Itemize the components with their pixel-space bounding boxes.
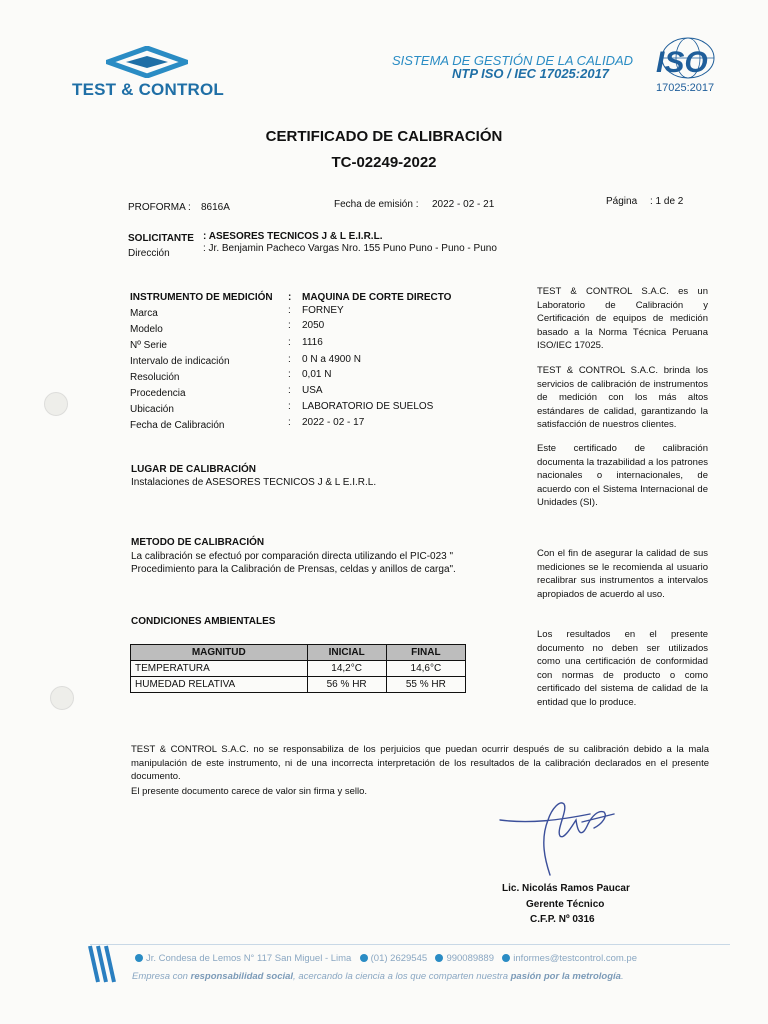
address-label: Dirección bbox=[128, 248, 170, 259]
footer-divider bbox=[90, 944, 730, 945]
quality-system-line2: NTP ISO / IEC 17025:2017 bbox=[452, 66, 610, 81]
applicant-value: : ASESORES TECNICOS J & L E.I.R.L. bbox=[203, 231, 383, 242]
slogan-part: Empresa con bbox=[132, 971, 191, 982]
handwritten-signature-icon bbox=[490, 790, 630, 880]
instrument-row-label: INSTRUMENTO DE MEDICIÓN bbox=[130, 292, 273, 303]
instrument-row-value: 2022 - 02 - 17 bbox=[302, 417, 365, 428]
applicant-label: SOLICITANTE bbox=[128, 233, 194, 244]
instrument-row-label: Modelo bbox=[130, 324, 163, 335]
instrument-row bbox=[130, 369, 530, 388]
page-value: : 1 de 2 bbox=[650, 196, 684, 207]
instrument-row-value: LABORATORIO DE SUELOS bbox=[302, 401, 434, 412]
slogan-emphasis: responsabilidad social bbox=[190, 971, 294, 982]
instrument-row-label: Nº Serie bbox=[130, 340, 167, 351]
binder-hole-top bbox=[44, 392, 68, 416]
table-row bbox=[131, 661, 466, 677]
page-label: Página bbox=[606, 196, 638, 207]
results-disclaimer-paragraph: Los resultados en el presente documento no deben ser utilizados como una certificación de conformidad con normas de producto o como certificado del sistema de calidad de la entidad que lo produce. bbox=[537, 629, 708, 708]
no-validity-notice: El presente documento carece de valor sin firma y sello. bbox=[131, 786, 368, 797]
environment-conditions-heading: CONDICIONES AMBIENTALES bbox=[131, 616, 276, 627]
instrument-row-value: USA bbox=[302, 385, 323, 396]
instrument-row-sep: : bbox=[288, 320, 291, 331]
footer-stripes-icon bbox=[88, 944, 118, 984]
instrument-row-value: 0 N a 4900 N bbox=[302, 354, 361, 365]
slogan-part: . bbox=[620, 971, 624, 982]
slogan-emphasis: pasión por la metrología bbox=[510, 971, 621, 982]
table-cell: TEMPERATURA bbox=[131, 661, 308, 677]
phone-icon bbox=[360, 954, 368, 962]
instrument-row-label: Marca bbox=[130, 308, 158, 319]
instrument-row bbox=[130, 305, 530, 324]
instrument-row-value: FORNEY bbox=[302, 305, 344, 316]
proforma-label: PROFORMA : bbox=[128, 202, 191, 213]
binder-hole-bottom bbox=[50, 686, 74, 710]
calibration-method-line1: La calibración se efectuó por comparación directa utilizando el PIC-023 " bbox=[131, 551, 454, 562]
location-icon bbox=[135, 954, 143, 962]
signer-role: Gerente Técnico bbox=[526, 899, 605, 910]
emission-date-value: 2022 - 02 - 21 bbox=[432, 199, 495, 210]
table-cell: 56 % HR bbox=[307, 677, 386, 693]
instrument-row-sep: : bbox=[288, 417, 291, 428]
instrument-row-sep: : bbox=[288, 305, 291, 316]
proforma-value: 8616A bbox=[201, 202, 230, 213]
instrument-row-value: 1116 bbox=[302, 337, 323, 348]
table-cell: 14,2°C bbox=[307, 661, 386, 677]
instrument-row-value: 0,01 N bbox=[302, 369, 332, 380]
address-value: : Jr. Benjamin Pacheco Vargas Nro. 155 Puno Puno - Puno - Puno bbox=[203, 243, 497, 254]
calibration-place-text: Instalaciones de ASESORES TECNICOS J & L E.I.R.L. bbox=[131, 477, 377, 488]
instrument-row bbox=[130, 320, 530, 340]
instrument-row-label: Procedencia bbox=[130, 388, 186, 399]
slogan-part: , acercando la ciencia a los que comparten nuestra bbox=[293, 971, 511, 982]
instrument-row-sep: : bbox=[288, 337, 291, 348]
iso-logo-text: ISO bbox=[656, 46, 708, 79]
footer-slogan bbox=[132, 971, 624, 982]
instrument-row-sep: : bbox=[288, 292, 292, 303]
iso-standard-label: 17025:2017 bbox=[656, 82, 715, 94]
footer-phone: (01) 2629545 bbox=[370, 953, 428, 964]
column-header-initial: INICIAL bbox=[307, 645, 386, 661]
signer-cfp: C.F.P. Nº 0316 bbox=[530, 914, 595, 925]
document-title: CERTIFICADO DE CALIBRACIÓN bbox=[265, 128, 503, 145]
instrument-row-sep: : bbox=[288, 354, 291, 365]
email-icon bbox=[502, 954, 510, 962]
instrument-row-label: Ubicación bbox=[130, 404, 174, 415]
environment-conditions-table bbox=[130, 644, 466, 693]
signer-name: Lic. Nicolás Ramos Paucar bbox=[502, 883, 630, 894]
instrument-row-sep: : bbox=[288, 385, 291, 396]
instrument-row-label: Resolución bbox=[130, 372, 180, 383]
instrument-row-value: MAQUINA DE CORTE DIRECTO bbox=[302, 292, 452, 303]
instrument-row-label: Intervalo de indicación bbox=[130, 356, 230, 367]
services-paragraph: TEST & CONTROL S.A.C. brinda los servicios de calibración de instrumentos de medición con los más altos estándares de calidad, garantizando la satisfacción de nuestros clientes. bbox=[537, 365, 708, 430]
lab-description-paragraph: TEST & CONTROL S.A.C. es un Laboratorio de Calibración y Certificación de equipos de medición basado a la Norma Técnica Peruana ISO/IEC 17025. bbox=[537, 286, 708, 351]
traceability-paragraph: Este certificado de calibración documenta la trazabilidad a los patrones nacionales o internacionales, de acuerdo con el Sistema Internacional de Unidades (SI). bbox=[537, 443, 708, 508]
instrument-row bbox=[130, 417, 530, 436]
table-cell: HUMEDAD RELATIVA bbox=[131, 677, 308, 693]
company-name: TEST & CONTROL bbox=[72, 80, 225, 99]
recalibration-paragraph: Con el fin de asegurar la calidad de sus mediciones se le recomienda al usuario recalibrar sus instrumentos a intervalos apropiados de acuerdo al uso. bbox=[537, 548, 708, 600]
column-header-final: FINAL bbox=[386, 645, 465, 661]
instrument-row-label: Fecha de Calibración bbox=[130, 420, 225, 431]
instrument-row-value: 2050 bbox=[302, 320, 325, 331]
table-row bbox=[131, 677, 466, 693]
calibration-method-line2: Procedimiento para la Calibración de Prensas, celdas y anillos de carga". bbox=[131, 564, 456, 575]
footer-address: Jr. Condesa de Lemos N° 117 San Miguel - Lima bbox=[146, 953, 352, 964]
footer-mobile: 990089889 bbox=[446, 953, 494, 964]
footer-email: informes@testcontrol.com.pe bbox=[513, 953, 637, 964]
quality-system-line1: SISTEMA DE GESTIÓN DE LA CALIDAD bbox=[392, 53, 634, 68]
table-cell: 14,6°C bbox=[386, 661, 465, 677]
certificate-code: TC-02249-2022 bbox=[331, 154, 437, 171]
calibration-method-heading: METODO DE CALIBRACIÓN bbox=[131, 537, 265, 548]
table-header-row bbox=[131, 645, 466, 661]
company-logo-icon bbox=[106, 46, 188, 78]
mobile-icon bbox=[435, 954, 443, 962]
emission-date-label: Fecha de emisión : bbox=[334, 199, 419, 210]
footer-contact-line bbox=[132, 953, 637, 964]
calibration-place-heading: LUGAR DE CALIBRACIÓN bbox=[131, 464, 256, 475]
instrument-row-sep: : bbox=[288, 401, 291, 412]
instrument-row-sep: : bbox=[288, 369, 291, 380]
liability-disclaimer: TEST & CONTROL S.A.C. no se responsabiliza de los perjuicios que puedan ocurrir después de su calibración debido a la mala manipulación de este instrumento, ni de una incorrecta interpretación de los resultados de la calibración declarados en el presente documento. bbox=[131, 744, 709, 782]
table-cell: 55 % HR bbox=[386, 677, 465, 693]
column-header-magnitude: MAGNITUD bbox=[131, 645, 308, 661]
